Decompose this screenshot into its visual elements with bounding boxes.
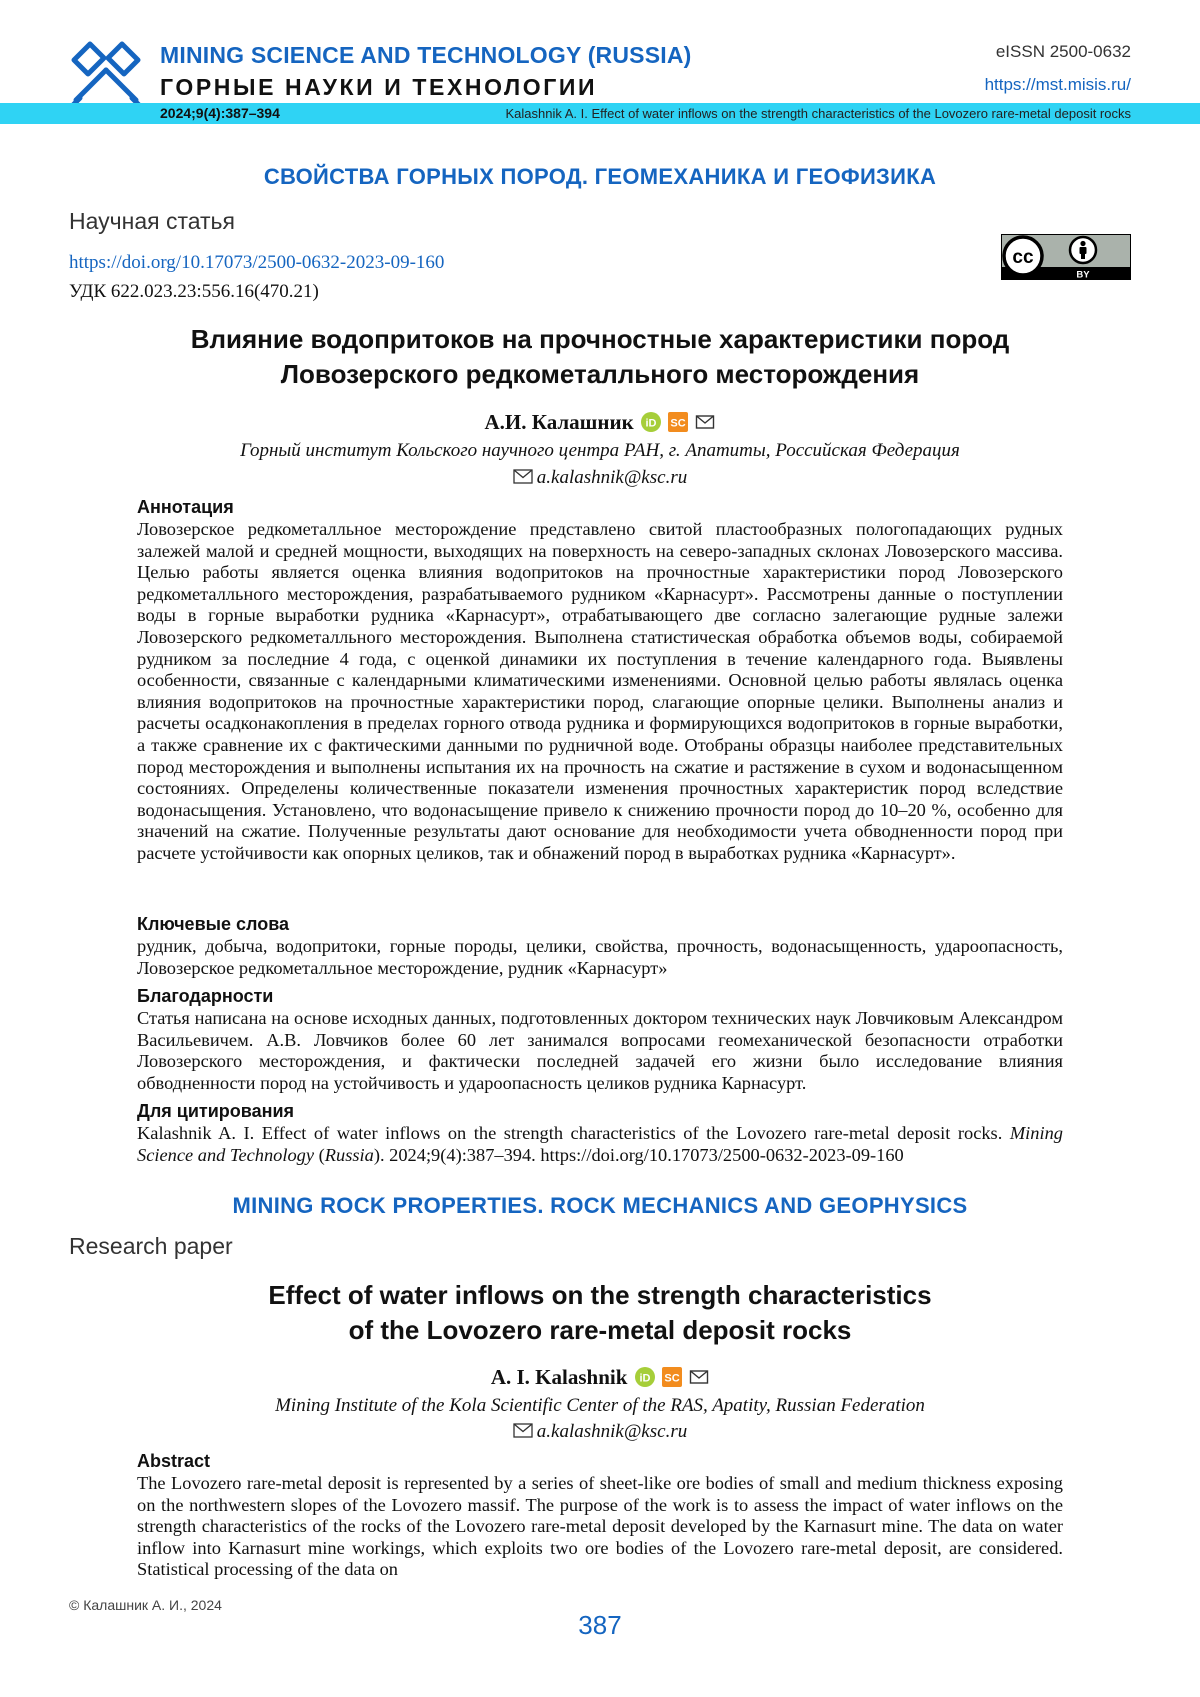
section-title-en: MINING ROCK PROPERTIES. ROCK MECHANICS AND GEOPHYSICS	[0, 1193, 1200, 1219]
svg-text:BY: BY	[1076, 270, 1090, 281]
svg-text:SC: SC	[671, 418, 686, 430]
email-line-ru	[0, 467, 1200, 489]
svg-text:SC: SC	[664, 1373, 679, 1385]
author-name-en: A. I. Kalashnik	[491, 1365, 628, 1389]
doi-link[interactable]: https://doi.org/10.17073/2500-0632-2023-09-160	[69, 252, 444, 274]
citation-part1: Kalashnik A. I. Effect of water inflows on the strength characteristics of the Lovozero rare-metal deposit rocks.	[137, 1123, 1002, 1143]
abstract-heading-en: Abstract	[137, 1451, 210, 1472]
citation-text	[137, 1123, 1063, 1166]
svg-text:iD: iD	[639, 1373, 650, 1385]
mail-icon	[513, 469, 533, 484]
orcid-icon[interactable]	[635, 1367, 655, 1387]
article-title-en-line2: of the Lovozero rare-metal deposit rocks	[0, 1313, 1200, 1348]
journal-title-en: MINING SCIENCE AND TECHNOLOGY (RUSSIA)	[160, 42, 692, 69]
citation-part2: (	[314, 1145, 325, 1165]
mail-icon[interactable]	[689, 1367, 709, 1387]
affiliation-ru: Горный институт Кольского научного центра РАН, г. Апатиты, Российская Федерация	[0, 440, 1200, 462]
issue-info: 2024;9(4):387–394	[160, 105, 280, 121]
mining-logo-icon	[66, 34, 146, 114]
page-number: 387	[0, 1610, 1200, 1641]
abstract-text-en: The Lovozero rare-metal deposit is represented by a series of sheet-like ore bodies of small and medium thickness exposing on the northwestern slopes of the Lovozero massif. The purpose of the work is to assess the impact of water inflows on the strength characteristics of the rocks of the Lovozero rare-metal deposit developed by the Karnasurt mine. The data on water inflow into Karnasurt mine workings, which exploits two ore bodies of the Lovozero rare-metal deposit, are considered. Statistical processing of the data on	[137, 1473, 1063, 1581]
mail-icon	[513, 1423, 533, 1438]
abstract-heading-ru: Аннотация	[137, 497, 234, 518]
mail-icon[interactable]	[695, 412, 715, 432]
author-line-ru	[0, 410, 1200, 435]
copyright: © Калашник А. И., 2024	[69, 1597, 222, 1613]
article-type-en: Research paper	[69, 1233, 233, 1260]
section-title-ru: СВОЙСТВА ГОРНЫХ ПОРОД. ГЕОМЕХАНИКА И ГЕОФИЗИКА	[0, 164, 1200, 190]
scopus-icon[interactable]	[668, 412, 688, 432]
citation-journal: Mining Science and Technology	[137, 1123, 1063, 1165]
citation-part3: ). 2024;9(4):387–394. https://doi.org/10.17073/2500-0632-2023-09-160	[374, 1145, 904, 1165]
keywords-heading-ru: Ключевые слова	[137, 914, 289, 935]
running-title: Kalashnik A. I. Effect of water inflows on the strength characteristics of the Lovozero rare-metal deposit rocks	[505, 106, 1131, 121]
acknowledgements-heading: Благодарности	[137, 986, 273, 1007]
affiliation-en: Mining Institute of the Kola Scientific Center of the RAS, Apatity, Russian Federation	[0, 1395, 1200, 1417]
email-link-ru[interactable]: a.kalashnik@ksc.ru	[537, 467, 687, 488]
article-title-ru-line2: Ловозерского редкометалльного месторождения	[0, 357, 1200, 392]
acknowledgements-text: Статья написана на основе исходных данных, подготовленных доктором технических наук Ловчиковым Александром Васильевичем. А.В. Ловчиков более 60 лет занимался вопросами геомеханической безопасности отработки Ловозерского месторождения, и фактически последней задачей его жизни было исследование влияния обводненности пород на устойчивость и удароопасность целиков рудника Карнасурт.	[137, 1008, 1063, 1094]
orcid-icon[interactable]	[641, 412, 661, 432]
email-link-en[interactable]: a.kalashnik@ksc.ru	[537, 1421, 687, 1442]
citation-heading: Для цитирования	[137, 1101, 294, 1122]
cc-by-badge[interactable]	[1001, 234, 1131, 280]
scopus-icon[interactable]	[662, 1367, 682, 1387]
by-person-icon	[1070, 237, 1096, 263]
journal-url-link[interactable]: https://mst.misis.ru/	[985, 75, 1131, 95]
cc-icon	[1004, 237, 1042, 275]
udc-code: УДК 622.023.23:556.16(470.21)	[69, 281, 319, 303]
author-line-en	[0, 1365, 1200, 1390]
eissn: eISSN 2500-0632	[996, 42, 1131, 62]
article-title-en-line1: Effect of water inflows on the strength characteristics	[0, 1278, 1200, 1313]
author-name-ru: А.И. Калашник	[485, 410, 634, 434]
svg-text:iD: iD	[645, 418, 656, 430]
email-line-en	[0, 1421, 1200, 1443]
keywords-text-ru: рудник, добыча, водопритоки, горные породы, целики, свойства, прочность, водонасыщенность, удароопасность, Ловозерское редкометалльное месторождение, рудник «Карнасурт»	[137, 936, 1063, 979]
citation-country: Russia	[325, 1145, 374, 1165]
article-title-ru-line1: Влияние водопритоков на прочностные характеристики пород	[0, 322, 1200, 357]
journal-title-ru: ГОРНЫЕ НАУКИ И ТЕХНОЛОГИИ	[160, 74, 597, 101]
article-type-ru: Научная статья	[69, 208, 235, 235]
svg-text:cc: cc	[1012, 247, 1034, 268]
abstract-text-ru: Ловозерское редкометалльное месторождение представлено свитой пластообразных пологопадающих рудных залежей малой и средней мощности, выходящих на поверхность на северо-западных склонах Ловозерского массива. Целью работы является оценка влияния водопритоков на прочностные характеристики пород Ловозерского редкометалльного месторождения, разрабатываемого рудником «Карнасурт». Рассмотрены данные о поступлении воды в горные выработки рудника «Карнасурт», отрабатывающего две согласно залегающие рудные залежи Ловозерского редкометалльного месторождения. Выполнена статистическая обработка объемов воды, собираемой рудником за последние 4 года, с оценкой динамики их поступления в течение календарного года. Выявлены особенности, связанные с календарными климатическими изменениями. Основной целью работы являлась оценка влияния водопритоков на прочностные характеристики пород, слагающие опорные целики. Выполнены анализ и расчеты осадконакопления в пределах горного отвода рудника и формирующихся водопритоков в горные выработки, а также сравнение их с фактическими данными по рудничной воде. Отобраны образцы наиболее представительных пород месторождения и выполнены испытания их на прочность на сжатие и растяжение в сухом и водонасыщенном состояниях. Определены количественные показатели изменения прочностных характеристик пород вследствие водонасыщения. Установлено, что водонасыщение привело к снижению прочности пород до 10–20 %, особенно для значений на сжатие. Полученные результаты дают основание для необходимости учета обводненности пород при расчете устойчивости как опорных целиков, так и обнажений пород в выработках рудника «Карнасурт».	[137, 519, 1063, 865]
